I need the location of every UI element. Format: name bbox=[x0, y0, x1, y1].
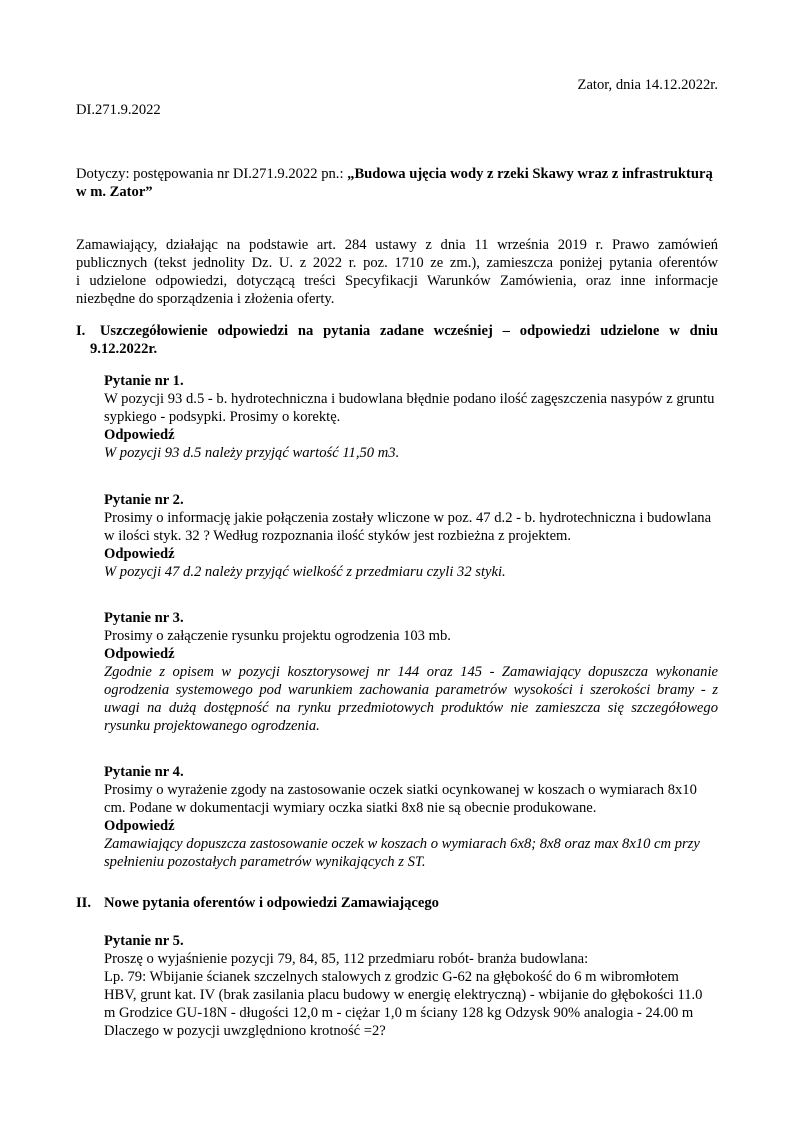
question-text-line: Lp. 79: Wbijanie ścianek szczelnych stalowych z grodzic G-62 na głębokość do 6 m wibromłotem bbox=[104, 969, 679, 985]
question-title: Pytanie nr 2. bbox=[104, 492, 184, 508]
answer-text-line: Zgodnie z opisem w pozycji kosztorysowej nr 144 oraz 145 - Zamawiający dopuszcza wykonanie bbox=[104, 664, 718, 680]
question-text-line: HBV, grunt kat. IV (brak zasilania placu budowy w energię elektryczną) - wbijanie do głębokości 11.0 bbox=[104, 987, 703, 1003]
answer-label: Odpowiedź bbox=[104, 427, 175, 443]
question-text-line: m Grodzice GU-18N - długości 12,0 m - ciężar 1,0 m ściany 128 kg Odzysk 90% analogia - 24.00 m bbox=[104, 1005, 694, 1021]
answer-text-line: W pozycji 93 d.5 należy przyjąć wartość 11,50 m3. bbox=[104, 445, 400, 461]
section-2-title: Nowe pytania oferentów i odpowiedzi Zamawiającego bbox=[104, 895, 439, 911]
question-text-line: Proszę o wyjaśnienie pozycji 79, 84, 85, 112 przedmiaru robót- branża budowlana: bbox=[104, 951, 589, 967]
section-1-title-line1: Uszczegółowienie odpowiedzi na pytania zadane wcześniej – odpowiedzi udzielone w dniu bbox=[99, 323, 719, 339]
question-2 bbox=[104, 491, 718, 581]
subject-prefix: Dotyczy: postępowania nr DI.271.9.2022 pn.: bbox=[76, 166, 348, 182]
question-4 bbox=[104, 763, 718, 871]
intro-line: i udzielone odpowiedzi, dotyczącą treści Specyfikacji Warunków Zamówienia, oraz inne informacje bbox=[76, 273, 718, 289]
question-3 bbox=[104, 609, 718, 735]
question-text-line: Prosimy o informację jakie połączenia zostały wliczone w poz. 47 d.2 - b. hydrotechniczna i budowlana bbox=[104, 510, 712, 526]
answer-label: Odpowiedź bbox=[104, 646, 175, 662]
question-5 bbox=[104, 932, 718, 1040]
subject-title-line1: „Budowa ujęcia wody z rzeki Skawy wraz z infrastrukturą bbox=[347, 166, 713, 182]
intro-line: niezbędne do sporządzenia i złożenia oferty. bbox=[76, 291, 335, 307]
answer-text-line: rysunku projektowanego ogrodzenia. bbox=[104, 718, 320, 734]
intro-line: Zamawiający, działając na podstawie art. 284 ustawy z dnia 11 września 2019 r. Prawo zamówień bbox=[76, 237, 718, 253]
answer-text-line: uwagi na dużą dostępność na rynku przedmiotowych produktów nie zamieszcza się szczegółowego bbox=[104, 700, 718, 716]
subject bbox=[76, 165, 718, 201]
question-text-line: Prosimy o załączenie rysunku projektu ogrodzenia 103 mb. bbox=[104, 628, 451, 644]
answer-text bbox=[104, 663, 718, 735]
question-text-line: sypkiego - podsypki. Prosimy o korektę. bbox=[104, 409, 341, 425]
answer-label: Odpowiedź bbox=[104, 546, 175, 562]
question-text-line: Dlaczego w pozycji uwzględniono krotność =2? bbox=[104, 1023, 386, 1039]
section-1-title-line2: 9.12.2022r. bbox=[90, 341, 158, 357]
question-text-line: cm. Podane w dokumentacji wymiary oczka siatki 8x8 nie są obecnie produkowane. bbox=[104, 800, 597, 816]
place-and-date: Zator, dnia 14.12.2022r. bbox=[577, 77, 718, 93]
question-text-line: W pozycji 93 d.5 - b. hydrotechniczna i budowlana błędnie podano ilość zagęszczenia nasypów z gruntu bbox=[104, 391, 715, 407]
question-title: Pytanie nr 4. bbox=[104, 764, 184, 780]
answer-label: Odpowiedź bbox=[104, 818, 175, 834]
question-1 bbox=[104, 372, 718, 462]
intro-line: publicznych (tekst jednolity Dz. U. z 2022 r. poz. 1710 ze zm.), zamieszcza poniżej pytania oferentów bbox=[76, 255, 718, 271]
answer-text-line: spełnieniu pozostałych parametrów wynikających z ST. bbox=[104, 854, 426, 870]
subject-title-line2: w m. Zator” bbox=[76, 184, 153, 200]
section-1-number: I. bbox=[76, 323, 86, 339]
question-title: Pytanie nr 5. bbox=[104, 933, 184, 949]
intro-paragraph bbox=[76, 236, 718, 308]
section-2-heading bbox=[76, 894, 718, 912]
answer-text-line: ogrodzenia systemowego pod warunkiem zachowania parametrów wysokości i szerokości bramy - z bbox=[104, 682, 718, 698]
section-2-number: II. bbox=[76, 895, 92, 911]
reference-number: DI.271.9.2022 bbox=[76, 102, 161, 118]
section-1-heading bbox=[76, 322, 718, 358]
question-text-line: Prosimy o wyrażenie zgody na zastosowanie oczek siatki ocynkowanej w koszach o wymiarach 8x10 bbox=[104, 782, 697, 798]
answer-text-line: Zamawiający dopuszcza zastosowanie oczek w koszach o wymiarach 6x8; 8x8 oraz max 8x10 cm przy bbox=[104, 836, 700, 852]
question-text-line: w ilości styk. 32 ? Według rozpoznania ilość styków jest rozbieżna z projektem. bbox=[104, 528, 572, 544]
answer-text-line: W pozycji 47 d.2 należy przyjąć wielkość z przedmiaru czyli 32 styki. bbox=[104, 564, 506, 580]
question-title: Pytanie nr 3. bbox=[104, 610, 184, 626]
question-title: Pytanie nr 1. bbox=[104, 373, 184, 389]
